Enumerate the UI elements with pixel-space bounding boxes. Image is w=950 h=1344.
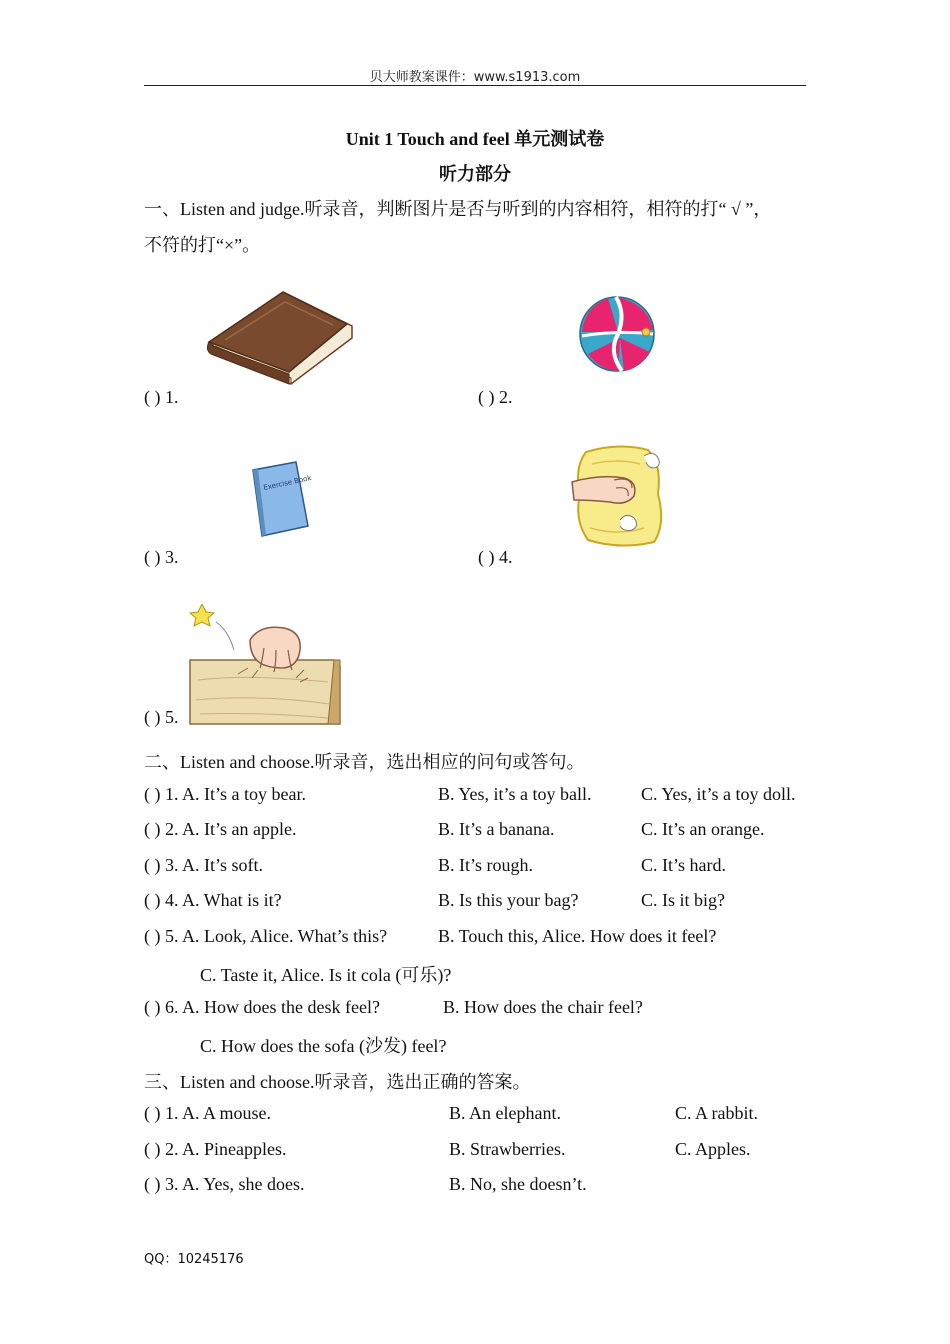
section2-q5-option-c: C. Taste it, Alice. Is it cola (可乐)? <box>200 965 452 985</box>
section3-q2-option-c: C. Apples. <box>675 1139 751 1159</box>
section2-q3-option-a: ( ) 3. A. It’s soft. <box>144 855 263 875</box>
beach-ball-image <box>578 294 656 374</box>
section3-q2-option-b: B. Strawberries. <box>449 1139 566 1159</box>
page-subtitle: 听力部分 <box>439 164 511 184</box>
section2-q1-option-c: C. Yes, it’s a toy doll. <box>641 784 796 804</box>
book-image <box>205 290 355 386</box>
section3-instruction: 三、Listen and choose.听录音，选出正确的答案。 <box>144 1072 531 1092</box>
section1-item-2: ( ) 2. <box>478 387 513 407</box>
page-header: 贝大师教案课件：www.s1913.com <box>369 70 581 85</box>
section2-q2-option-b: B. It’s a banana. <box>438 819 555 839</box>
section3-q3-option-b: B. No, she doesn’t. <box>449 1174 587 1194</box>
section2-q4-option-b: B. Is this your bag? <box>438 890 579 910</box>
section2-q4-option-a: ( ) 4. A. What is it? <box>144 890 282 910</box>
section3-q1-option-b: B. An elephant. <box>449 1103 561 1123</box>
header-divider <box>144 85 806 86</box>
section2-q3-option-c: C. It’s hard. <box>641 855 726 875</box>
section3-q1-option-a: ( ) 1. A. A mouse. <box>144 1103 272 1123</box>
section2-q6-option-a: ( ) 6. A. How does the desk feel? <box>144 997 380 1017</box>
pillow-image <box>570 444 666 548</box>
wooden-desk-image <box>188 604 344 726</box>
section1-instruction-line1: 一、Listen and judge.听录音，判断图片是否与听到的内容相符，相符的打“ √ ”， <box>144 199 772 219</box>
section2-q4-option-c: C. Is it big? <box>641 890 725 910</box>
section2-q3-option-b: B. It’s rough. <box>438 855 534 875</box>
exercise-book-image <box>250 460 312 540</box>
page-title: Unit 1 Touch and feel 单元测试卷 <box>345 129 605 149</box>
section2-q2-option-a: ( ) 2. A. It’s an apple. <box>144 819 297 839</box>
section1-instruction-line2: 不符的打“×”。 <box>144 235 261 255</box>
section2-q1-option-b: B. Yes, it’s a toy ball. <box>438 784 592 804</box>
section2-q1-option-a: ( ) 1. A. It’s a toy bear. <box>144 784 306 804</box>
section2-q5-option-a: ( ) 5. A. Look, Alice. What’s this? <box>144 926 388 946</box>
section2-q6-option-c: C. How does the sofa (沙发) feel? <box>200 1036 447 1056</box>
section2-q5-option-b: B. Touch this, Alice. How does it feel? <box>438 926 717 946</box>
section2-q6-option-b: B. How does the chair feel? <box>443 997 643 1017</box>
section1-item-5: ( ) 5. <box>144 707 179 727</box>
section1-item-4: ( ) 4. <box>478 547 513 567</box>
section3-q1-option-c: C. A rabbit. <box>675 1103 759 1123</box>
page-footer: QQ：10245176 <box>144 1252 244 1267</box>
section2-instruction: 二、Listen and choose.听录音，选出相应的问句或答句。 <box>144 752 585 772</box>
section1-item-1: ( ) 1. <box>144 387 179 407</box>
exercise-book-cover-text: Exercise Book <box>262 473 312 492</box>
section3-q3-option-a: ( ) 3. A. Yes, she does. <box>144 1174 305 1194</box>
section2-q2-option-c: C. It’s an orange. <box>641 819 765 839</box>
section3-q2-option-a: ( ) 2. A. Pineapples. <box>144 1139 287 1159</box>
section1-item-3: ( ) 3. <box>144 547 179 567</box>
